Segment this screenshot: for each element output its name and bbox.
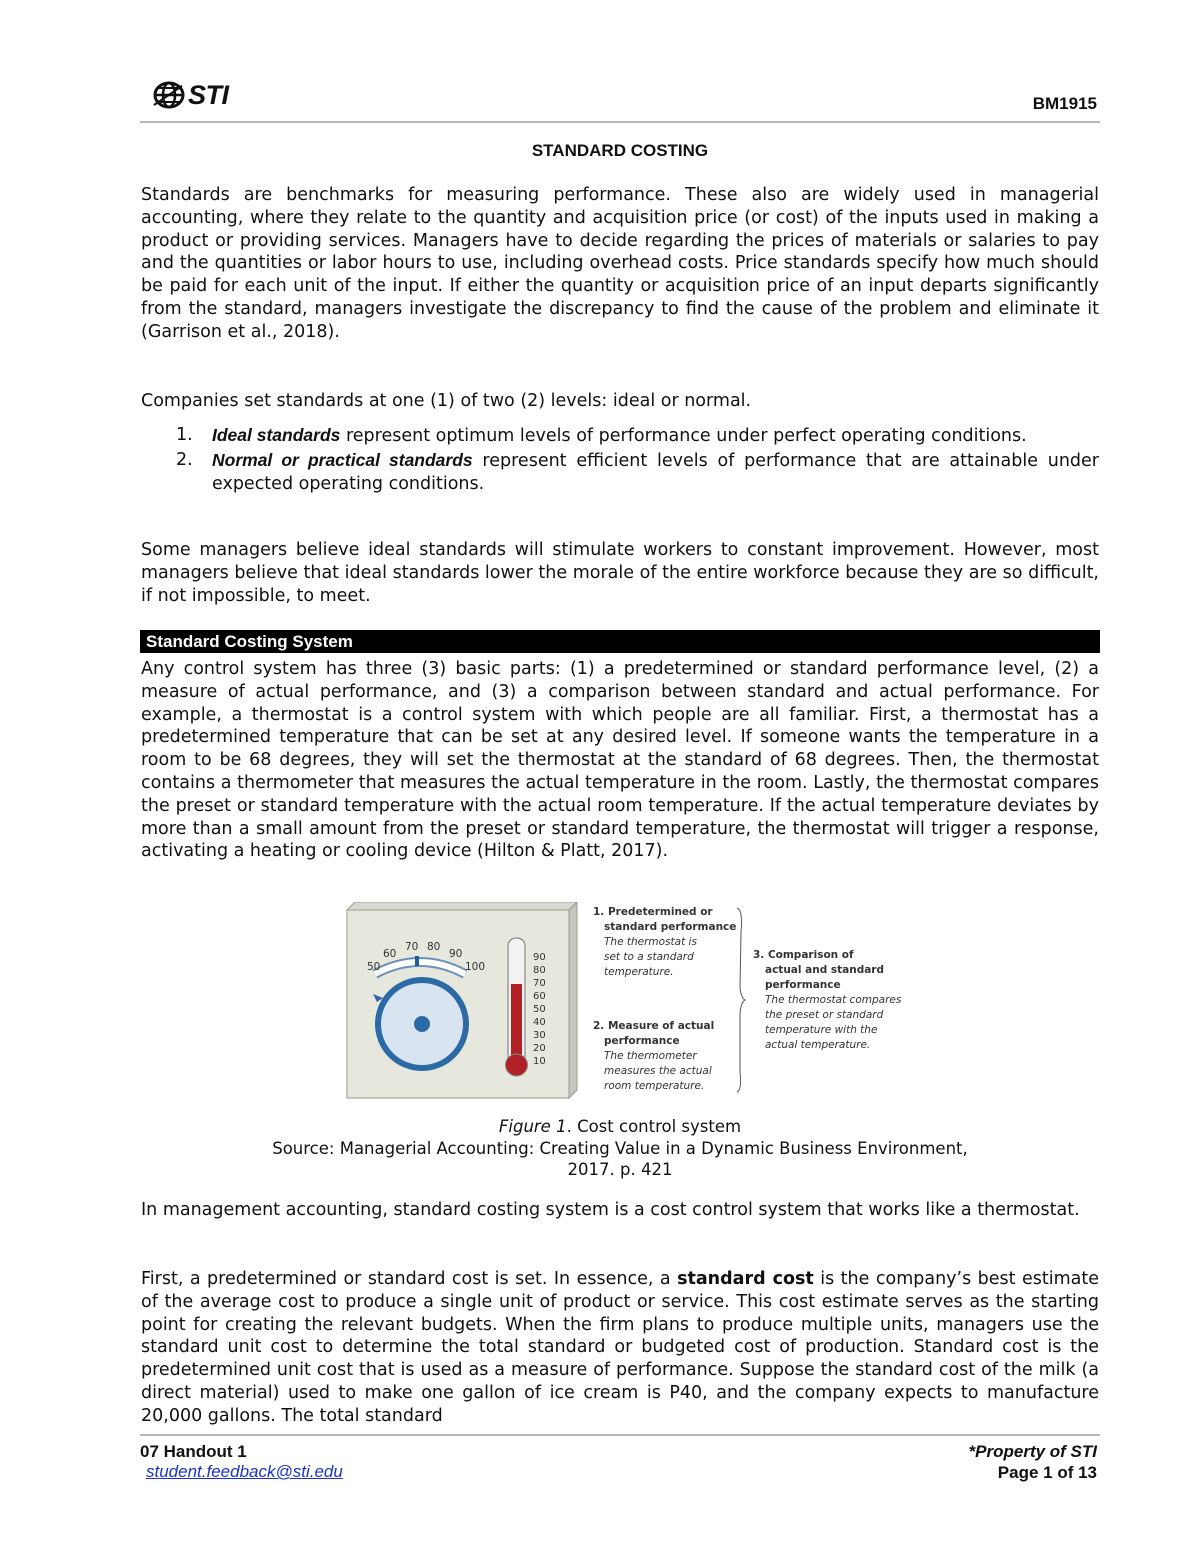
list-item	[141, 449, 1099, 496]
standard-cost-text: First, a predetermined or standard cost is set. In essence, a	[141, 1269, 678, 1289]
label3-text: the preset or standard	[765, 1009, 884, 1021]
dial-label: 50	[367, 961, 381, 973]
label1-text: The thermostat is	[604, 936, 697, 948]
dial-label: 60	[383, 948, 397, 960]
dial-pointer	[415, 956, 419, 966]
dial-label: 70	[405, 941, 419, 953]
thermo-label: 10	[533, 1056, 546, 1067]
level-term: Ideal standards	[212, 425, 341, 445]
control-system-paragraph: Any control system has three (3) basic parts: (1) a predetermined or standard performance level, (2) a measure of actual performance, and (3) a comparison between standard and actual performance. For example, a thermostat is a control system with which people are all familiar. First, a thermostat has a predetermined temperature that can be set at any desired level. If someone wants the temperature in a room to be 68 degrees, they will set the thermostat at the standard of 68 degrees. Then, the thermostat contains a thermometer that measures the actual temperature in the room. Lastly, the thermostat compares the preset or standard temperature with the actual room temperature. If the actual temperature deviates by more than a small amount from the preset or standard temperature, the thermostat will trigger a response, activating a heating or cooling device (Hilton & Platt, 2017).	[141, 659, 1099, 862]
level-text: represent efficient levels of performance that are attainable under expected operating conditions.	[212, 450, 1100, 494]
bracket	[737, 908, 745, 1092]
figure-title: . Cost control system	[566, 1117, 742, 1136]
document-code: BM1915	[1032, 94, 1097, 113]
figure-source: Source: Managerial Accounting: Creating Value in a Dynamic Business Environment,	[272, 1139, 968, 1158]
level-term: Normal or practical standards	[212, 449, 473, 470]
label2-text: measures the actual	[604, 1065, 712, 1077]
page-number: Page 1 of 13	[997, 1463, 1097, 1482]
box-side	[569, 902, 577, 1098]
standard-cost-term: standard cost	[677, 1269, 814, 1289]
logo-text: STI	[188, 79, 229, 110]
intro-paragraph: Standards are benchmarks for measuring performance. These also are widely used in managerial accounting, where they relate to the quantity and acquisition price (or cost) of the inputs used in making a product or providing services. Managers have to decide regarding the prices of materials or salaries to pay and the quantities or labor hours to use, including overhead costs. Price standards specify how much should be paid for each unit of the input. If either the quantity or acquisition price of an input departs significantly from the standard, managers investigate the discrepancy to find the cause of the problem and eliminate it (Garrison et al., 2018).	[141, 185, 1099, 342]
thermo-label: 90	[533, 952, 546, 963]
label2-title: performance	[604, 1035, 680, 1047]
label2-text: The thermometer	[604, 1050, 697, 1062]
thermo-label: 30	[533, 1030, 546, 1041]
dial-label: 100	[465, 961, 486, 973]
thermostat-paragraph: In management accounting, standard costing system is a cost control system that works like a thermostat.	[141, 1200, 1080, 1220]
dial-center	[414, 1016, 430, 1032]
levels-intro: Companies set standards at one (1) of two (2) levels: ideal or normal.	[141, 391, 752, 411]
label1-title: standard performance	[604, 921, 737, 933]
label2-title: 2. Measure of actual	[593, 1020, 715, 1032]
figure-source-year: 2017. p. 421	[567, 1160, 673, 1179]
label2-text: room temperature.	[604, 1080, 705, 1092]
handout-label: 07 Handout 1	[140, 1442, 247, 1461]
figure-label: Figure 1	[498, 1117, 567, 1136]
thermo-label: 70	[533, 978, 546, 989]
label1-title: 1. Predetermined or	[593, 906, 713, 918]
sti-logo	[152, 78, 229, 112]
dial-label: 80	[427, 941, 441, 953]
feedback-email-link[interactable]: student.feedback@sti.edu	[146, 1462, 343, 1481]
footer-divider	[140, 1434, 1100, 1436]
thermometer-bulb	[506, 1054, 528, 1076]
managers-paragraph: Some managers believe ideal standards will stimulate workers to constant improvement. However, most managers believe that ideal standards lower the morale of the entire workforce because they are so difficult, if not impossible, to meet.	[141, 540, 1099, 606]
label3-text: The thermostat compares	[765, 994, 902, 1006]
thermometer-mercury	[511, 984, 522, 1064]
footer-right	[969, 1441, 1097, 1483]
label3-title: actual and standard	[765, 964, 885, 976]
thermo-label: 80	[533, 965, 546, 976]
figure-caption	[140, 1116, 1100, 1137]
property-label: *Property of STI	[968, 1442, 1097, 1461]
list-number: 2.	[176, 449, 193, 470]
label3-text: actual temperature.	[765, 1039, 871, 1051]
label3-title: performance	[765, 979, 841, 991]
level-text: represent optimum levels of performance under perfect operating conditions.	[340, 426, 1027, 446]
page-title: STANDARD COSTING	[531, 141, 709, 160]
thermo-label: 20	[533, 1043, 546, 1054]
header-divider	[140, 121, 1100, 123]
thermo-label: 60	[533, 991, 546, 1002]
levels-list	[141, 424, 1099, 496]
label1-text: temperature.	[604, 966, 674, 978]
standard-cost-paragraph	[141, 1268, 1099, 1425]
globe-icon	[152, 80, 186, 110]
dial-label: 90	[449, 948, 463, 960]
thermo-label: 50	[533, 1004, 546, 1015]
box-top	[347, 902, 577, 910]
thermo-label: 40	[533, 1017, 546, 1028]
label3-title: 3. Comparison of	[753, 949, 854, 961]
label3-text: temperature with the	[765, 1024, 878, 1036]
label1-text: set to a standard	[604, 951, 694, 963]
thermostat-figure	[345, 902, 915, 1102]
list-item	[141, 424, 1099, 448]
standard-cost-text: is the company’s best estimate of the average cost to produce a single unit of product or service. This cost estimate serves as the starting point for creating the relevant budgets. When the firm plans to produce multiple units, managers use the standard unit cost to determine the total standard or budgeted cost of production. Standard cost is the predetermined unit cost that is used as a measure of performance. Suppose the standard cost of the milk (a direct material) used to make one gallon of ice cream is P40, and the company expects to manufacture 20,000 gallons. The total standard	[141, 1269, 1099, 1425]
list-number: 1.	[176, 425, 193, 445]
section-heading: Standard Costing System	[140, 630, 1100, 653]
